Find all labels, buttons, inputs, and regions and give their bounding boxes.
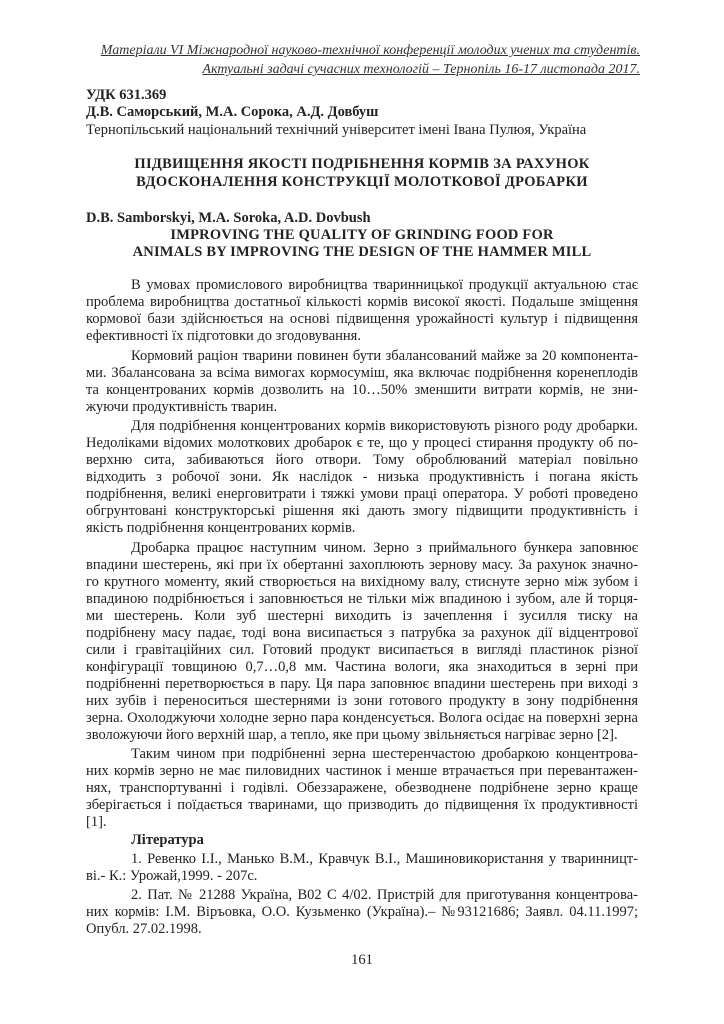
body-line: Дробарка працює наступним чином. Зерно з приймального бункера заповнює xyxy=(131,540,638,556)
reference-line: них кормів: І.М. Віръовка, О.О. Кузьменко (Україна).– №93121686; Заявл. 04.11.1997; xyxy=(86,904,638,920)
body-line: зерна. Охолоджуючи холодне зерно пара конденсується. Волога осідає на поверхні зерна xyxy=(86,710,638,726)
body-line: жуючи продуктивність тварин. xyxy=(86,399,278,415)
reference-line: Опубл. 27.02.1998. xyxy=(86,921,202,937)
body-line: впадиною подрібнюється і заповнюється не тільки між впадиною і зубом, але й торця- xyxy=(86,591,638,607)
body-line: подрібненні перетворюється в пару. Ця пара заповнює впадини шестерень при виході з xyxy=(86,676,638,692)
body-line: ефективності їх підготовки до згодовування. xyxy=(86,328,361,344)
body-line: Для подрібнення концентрованих кормів використовують різного роду дробарки. xyxy=(131,418,638,434)
body-line: верхню сита, забиваються його отвори. Тому оброблюваний матеріал повільно xyxy=(86,452,638,468)
body-line: впадини шестерень, які при їх обертанні захоплюють зернову масу. За рахунок значно- xyxy=(86,557,638,573)
title-english-line-1: IMPROVING THE QUALITY OF GRINDING FOOD FOR xyxy=(170,227,554,243)
udk-code: УДК 631.369 xyxy=(86,87,167,103)
body-line: якість подрібнення концентрованих кормів. xyxy=(86,520,356,536)
body-line: них кормів зерно не має пиловидних частинок і менше втрачається при перевантажен- xyxy=(86,763,638,779)
body-line: відходить з робочої зони. Як наслідок - низька продуктивність і погана якість xyxy=(86,469,638,485)
body-line: подрібнену масу падає, тоді вона висипається з патрубка за рахунок дії відцентрової xyxy=(86,625,638,641)
body-line: них зубів і переноситься шестернями із зони готового продукту в зону подрібнення xyxy=(86,693,638,709)
body-line: обгрунтовані конструкторські рішення які дають змогу підвищити продуктивність і xyxy=(86,503,638,519)
title-english-line-2: ANIMALS BY IMPROVING THE DESIGN OF THE HAMMER MILL xyxy=(132,244,592,260)
title-ukrainian-line-2: ВДОСКОНАЛЕННЯ КОНСТРУКЦІЇ МОЛОТКОВОЇ ДРОБАРКИ xyxy=(136,174,588,190)
title-ukrainian-line-1: ПІДВИЩЕННЯ ЯКОСТІ ПОДРІБНЕННЯ КОРМІВ ЗА РАХУНОК xyxy=(134,156,590,172)
body-line: ми шестерень. Коли зуб шестерні виходить із зачеплення і зусилля тиску на xyxy=(86,608,638,624)
body-line: подрібнення, великі енерговитрати і тяжкі умови праці оператора. У роботі проведено xyxy=(86,486,638,502)
reference-line: ві.- К.: Урожай,1999. - 207с. xyxy=(86,868,258,884)
body-line: Недоліками відомих молоткових дробарок є те, що у процесі стирання продукту об по- xyxy=(86,435,638,451)
page-number: 161 xyxy=(351,952,373,968)
body-line: [1]. xyxy=(86,814,107,830)
affiliation: Тернопільський національний технічний університет імені Івана Пулюя, Україна xyxy=(86,122,587,138)
body-line: Кормовий раціон тварини повинен бути збалансований майже за 20 компонента- xyxy=(131,348,638,364)
literature-heading: Література xyxy=(131,832,204,848)
body-line: Таким чином при подрібненні зерна шестеренчастою дробаркою концентрова- xyxy=(131,746,638,762)
reference-line: 2. Пат. № 21288 Україна, В02 С 4/02. Пристрій для приготування концентрова- xyxy=(131,887,638,903)
body-line: та концентрованих кормів дозволить на 10…50% зменшити витрати кормів, не зни- xyxy=(86,382,638,398)
body-line: го крутного моменту, який створюється на вихідному валу, стиснуте зерно між зубом і xyxy=(86,574,638,590)
body-line: зволожуючи його верхній шар, а тепло, яке при цьому звільняється нагріває зерно [2]. xyxy=(86,727,618,743)
reference-line: 1. Ревенко І.І., Манько В.М., Кравчук В.І., Машиновикористання у тваринницт- xyxy=(131,851,638,867)
body-line: ми. Збалансована за всіма вимогах кормосуміш, яка включає подрібнення коренеплодів xyxy=(86,365,638,381)
body-line: проблема виробництва достатньої кількості кормів високої якості. Подальше зміщення xyxy=(86,294,638,310)
body-line: В умовах промислового виробництва тваринницької продукції актуальною стає xyxy=(131,277,638,293)
conference-header-line-1: Матеріали VI Міжнародної науково-технічної конференції молодих учених та студентів. xyxy=(100,43,640,58)
body-line: сили і гравітаційних сил. Готовий продукт висипається в вигляді пластинок різної xyxy=(86,642,638,658)
body-line: нях, транспортуванні і годівлі. Обеззаражене, обезводнене подрібнене зерно краще xyxy=(86,780,638,796)
body-line: конфігурації товщиною 0,7…0,8 мм. Частина вологи, яка знаходиться в зерні при xyxy=(86,659,638,675)
body-line: зберігається і поїдається тваринами, що призводить до підвищення їх продуктивності xyxy=(86,797,638,813)
authors-ukrainian: Д.В. Саморський, М.А. Сорока, А.Д. Довбуш xyxy=(86,104,379,120)
conference-header-line-2: Актуальні задачі сучасних технологій – Тернопіль 16-17 листопада 2017. xyxy=(202,62,640,77)
authors-english: D.B. Samborskyi, M.A. Soroka, A.D. Dovbush xyxy=(86,210,371,226)
body-line: кормової бази здійснюється на основі підвищення урожайності культур і підвищення xyxy=(86,311,638,327)
